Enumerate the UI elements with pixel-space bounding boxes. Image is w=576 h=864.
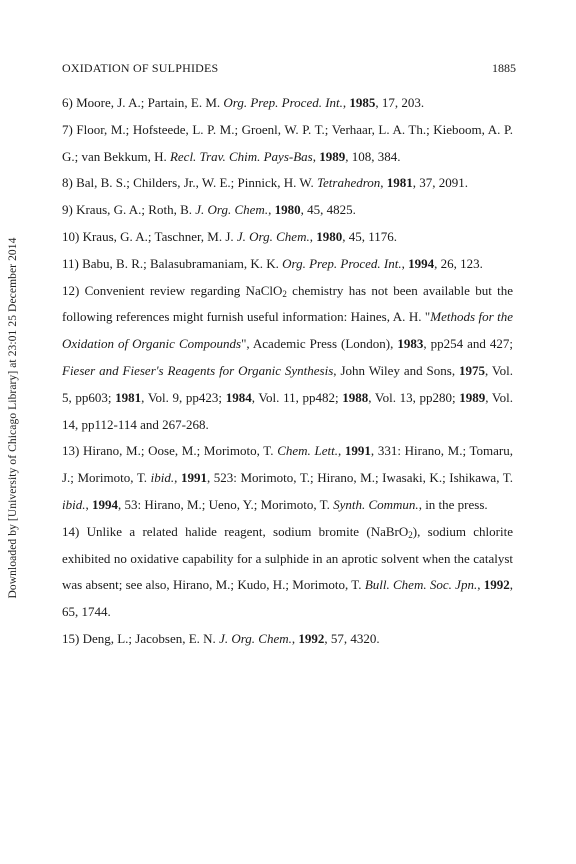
journal-title: Org. Prep. Proced. Int. — [223, 95, 343, 110]
reference-text: , — [291, 630, 299, 646]
reference-text: , 26, 123. — [434, 255, 483, 271]
reference-year: 1985 — [349, 95, 376, 110]
page-number: 1885 — [492, 61, 516, 75]
reference-year: 1994 — [408, 255, 435, 271]
reference-text: 9) Kraus, G. A.; Roth, B. — [62, 202, 196, 218]
reference-item — [62, 278, 513, 439]
journal-title: ibid. — [62, 496, 86, 512]
reference-text: , 17, 203. — [375, 95, 425, 110]
reference-item — [62, 438, 513, 518]
reference-year: 1988 — [342, 389, 369, 405]
reference-year: 1992 — [483, 577, 510, 593]
running-title: OXIDATION OF SULPHIDES — [62, 61, 219, 75]
journal-title: Fieser and Fieser's Reagents for Organic Synthesis — [62, 362, 334, 378]
reference-text: 10) Kraus, G. A.; Taschner, M. J. — [62, 228, 237, 244]
reference-year: 1980 — [274, 202, 301, 218]
reference-text: 13) Hirano, M.; Oose, M.; Morimoto, T. — [62, 443, 278, 459]
journal-title: Synth. Commun. — [333, 496, 419, 512]
reference-text: , Vol. 13, pp280; — [368, 389, 460, 405]
reference-text: , Vol. 11, pp482; — [251, 389, 343, 405]
reference-item — [62, 117, 513, 171]
reference-text: 7) Floor, M.; Hofsteede, L. P. M.; Groenl, W. P. T.; Verhaar, L. A. Th.; Kieboom, A. P. G.; van Bekkum, H. — [62, 121, 513, 164]
reference-text: ", Academic Press (London), — [241, 336, 398, 352]
journal-title: ibid. — [150, 470, 175, 486]
reference-year: 1991 — [180, 470, 207, 486]
journal-title: Tetrahedron — [316, 175, 381, 191]
reference-text: , Vol. 14, pp112-114 and 267-268. — [62, 389, 513, 432]
reference-text: , — [85, 496, 92, 512]
reference-year: 1980 — [316, 228, 343, 244]
download-watermark-text: Downloaded by [University of Chicago Library] at 23:01 25 December 2014 — [7, 237, 19, 599]
reference-year: 1989 — [319, 148, 346, 164]
subscript: 2 — [408, 529, 413, 540]
subscript: 2 — [282, 288, 287, 299]
reference-year: 1994 — [91, 496, 118, 512]
reference-text: 8) Bal, B. S.; Childers, Jr., W. E.; Pinnick, H. W. — [62, 175, 317, 191]
reference-year: 1989 — [459, 389, 486, 405]
reference-text: 14) Unlike a related halide reagent, sodium bromite (NaBrO — [62, 523, 409, 539]
reference-year: 1991 — [344, 443, 371, 459]
reference-year: 1992 — [298, 630, 325, 646]
reference-text: chemistry has not been available but the following references might furnish useful information: Haines, A. H. " — [62, 282, 513, 325]
reference-text: , — [380, 175, 387, 191]
reference-text: 12) Convenient review regarding NaClO — [62, 282, 283, 298]
reference-text: , Vol. 5, pp603; — [62, 362, 514, 405]
reference-item — [62, 519, 513, 626]
reference-item — [62, 251, 513, 278]
reference-text: , Vol. 9, pp423; — [141, 389, 226, 405]
reference-item — [62, 90, 513, 117]
reference-text: , — [268, 202, 275, 218]
reference-text: , in the press. — [418, 496, 488, 512]
reference-text: , 37, 2091. — [412, 175, 469, 191]
reference-text: , — [342, 95, 350, 110]
reference-item — [62, 197, 513, 224]
reference-text: , — [309, 228, 317, 244]
reference-text: , 65, 1744. — [62, 577, 514, 620]
journal-title: J. Org. Chem. — [195, 202, 269, 218]
journal-title: Chem. Lett. — [277, 443, 338, 459]
reference-text: , 57, 4320. — [324, 630, 380, 646]
reference-text: , 45, 1176. — [342, 228, 397, 244]
reference-text: , — [401, 255, 409, 271]
reference-text: , 45, 4825. — [300, 202, 356, 218]
journal-title: Bull. Chem. Soc. Jpn. — [364, 577, 478, 593]
reference-text: , 331: Hirano, M.; Tomaru, J.; Morimoto, T. — [62, 443, 513, 486]
download-watermark — [6, 158, 20, 678]
reference-year: 1975 — [459, 362, 485, 378]
reference-text: , 53: Hirano, M.; Ueno, Y.; Morimoto, T. — [117, 496, 334, 512]
reference-text: 6) Moore, J. A.; Partain, E. M. — [62, 95, 224, 110]
reference-text: ), sodium chlorite exhibited no oxidative capability for a sulphide in an aprotic solvent when the catalyst was absent; see also, Hirano, M.; Kudo, H.; Morimoto, T. — [62, 523, 513, 593]
reference-text: , — [477, 577, 484, 593]
reference-item — [62, 626, 513, 653]
reference-text: , — [312, 148, 320, 164]
reference-item — [62, 170, 513, 197]
journal-title: Recl. Trav. Chim. Pays-Bas — [169, 148, 313, 164]
reference-text: , John Wiley and Sons, — [333, 362, 459, 378]
reference-text: 15) Deng, L.; Jacobsen, E. N. — [62, 630, 220, 646]
reference-text: , pp254 and 427; — [423, 336, 513, 352]
reference-list — [62, 90, 513, 653]
reference-year: 1983 — [397, 336, 424, 352]
journal-title: Org. Prep. Proced. Int. — [282, 255, 402, 271]
journal-title: J. Org. Chem. — [219, 630, 292, 646]
reference-item — [62, 224, 513, 251]
reference-text: , 523: Morimoto, T.; Hirano, M.; Iwasaki, K.; Ishikawa, T. — [206, 470, 514, 486]
reference-year: 1984 — [225, 389, 252, 405]
reference-year: 1981 — [386, 175, 413, 191]
reference-text: , — [337, 443, 345, 459]
journal-title: J. Org. Chem. — [236, 228, 310, 244]
reference-text: , 108, 384. — [345, 148, 401, 164]
reference-text: 11) Babu, B. R.; Balasubramaniam, K. K. — [62, 255, 283, 271]
reference-year: 1981 — [115, 389, 142, 405]
reference-text: , — [174, 470, 181, 486]
journal-title: Methods for the Oxidation of Organic Compounds — [62, 309, 513, 352]
